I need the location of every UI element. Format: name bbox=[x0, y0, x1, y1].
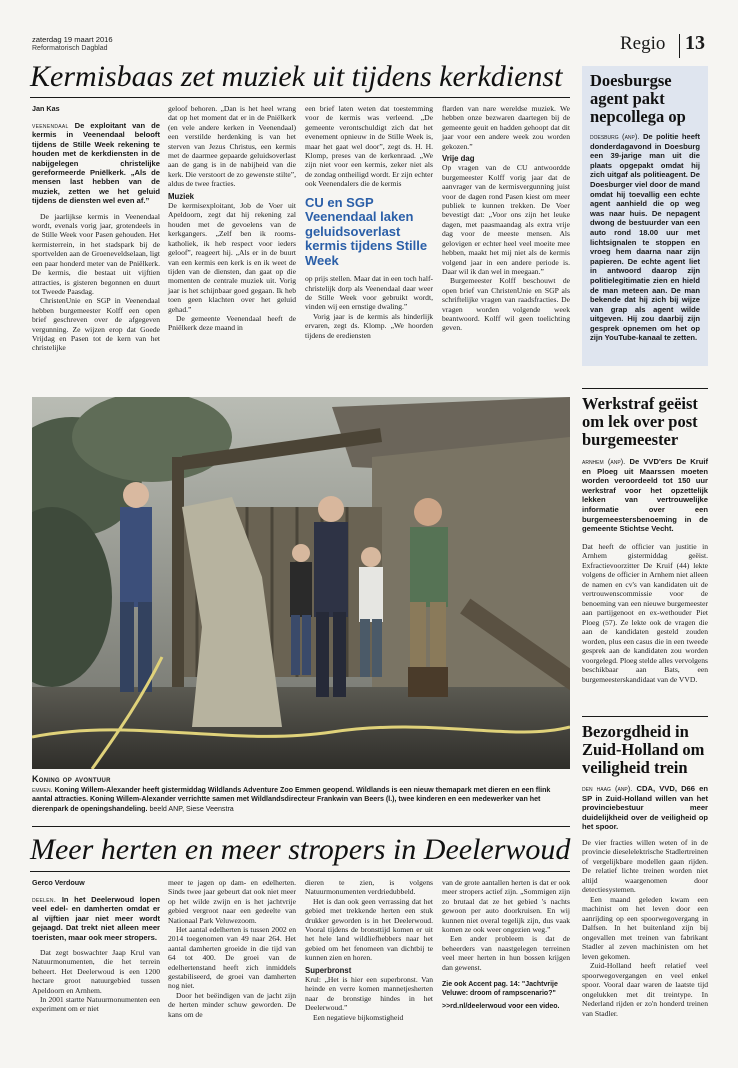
article1-subhead-muziek: Muziek bbox=[168, 191, 194, 201]
sidebar3 bbox=[582, 723, 708, 1018]
sidebar3-body-p3: Zuid-Holland heeft relatief veel spoorwegovergangen en veel enkel spoor. Vooral daar waren de laatste tijd ongelukken met dit treintype. In Nederland rijden er zo'n honderd treinen van Stadler. bbox=[582, 961, 708, 1018]
article2-col3-p3: Krul: „Het is hier een superbronst. Van heinde en verre komen mannetjesherten naar de bronstige hindes in het Deelerwoud.” bbox=[305, 975, 433, 1013]
article2-col4-p1: van de grote aantallen herten is dat er ook meer stropers actief zijn. „Sommigen zijn zo brutaal dat ze het gebied 's nachts gewoon per auto doorkruisen. En wij kunnen niet overal tegelijk zijn, dus vaak komen ze ook weer ongezien weg.” bbox=[442, 878, 570, 935]
article2-col1-p1: Dat zegt boswachter Jaap Krul van Natuurmonumenten, die het terrein beheert. Het Deelerwoud is een 1200 hectare groot natuurgebied tussen Apeldoorn en Arnhem. bbox=[32, 948, 160, 995]
article2-col2-p3: Door het beëindigen van de jacht zijn de herten minder schuw geworden. De kans om de bbox=[168, 990, 296, 1019]
photo-caption-text: Koning Willem-Alexander heeft gistermiddag Wildlands Adventure Zoo Emmen geopend. Wildlands is een nieuw themapark met dieren en een flink aantal attracties. Koning Willem-Alexander verrichtte samen met Wildlandsdirecteur Frankwin van Beers (l.), twee kinderen en een medewerker van het dierenpark de openingshandeling. bbox=[32, 786, 551, 813]
article2-col3-p1: dieren te zien, is volgens Natuurmonumenten verdriedubbeld. bbox=[305, 878, 433, 897]
masthead-date: zaterdag 19 maart 2016 bbox=[32, 35, 113, 44]
article2-col4-p2: Een ander probleem is dat de beheerders van naastgelegen terreinen veel meer herten in hun bossen krijgen dan gewenst. bbox=[442, 934, 570, 972]
sidebar2-top-rule bbox=[582, 388, 708, 389]
sidebar2-lead-text: De VVD'ers De Kruif en Ploeg uit Maarssen moeten worden veroordeeld tot 150 uur werkstraf voor het opzettelijk lekken van vertrouwelijke informatie over een burgemeestersbenoeming in de gemeente Stichtse Vecht. bbox=[582, 457, 708, 534]
article1-col4 bbox=[442, 104, 570, 333]
article1-divider bbox=[30, 97, 570, 98]
sidebar2-body bbox=[582, 542, 708, 685]
article2-col3-p2: Het is dan ook geen verrassing dat het gebied met trekkende herten een stuk drukker geworden is in het Deelerwoud. Vooral tijdens de bronsttijd komen er uit het hele land wildliefhebbers naar het gebied om het fenomeen van dichtbij te kunnen zien en horen. bbox=[305, 896, 433, 963]
photo-caption-place: emmen. bbox=[32, 786, 53, 794]
article1-col3-p1: een brief laten weten dat toestemming voor de kermis was verleend. „De gemeente verontschuldigt zich dat het evenement opnieuw in de Stille Week is, maar het gaat wel door”, zegt ds. H. H. Klomp, preses van de kerkenraad. „We zijn niet voor een kermis, zeker niet als de zondag ontheiligd wordt. Er zijn echter ook Veenendalers die de kermis bbox=[305, 104, 433, 189]
article2-lead bbox=[32, 895, 160, 942]
article2-col2-p1: meer te jagen op dam- en edelherten. Sinds twee jaar gebeurt dat ook niet meer op het wilde zwijn en is het jachtvrije gebied vergroot naar een gedeelte van Nationaal Park Veluwezoom. bbox=[168, 878, 296, 925]
photo-caption-title: Koning op avontuur bbox=[32, 774, 111, 784]
article2-subhead-superbronst: Superbronst bbox=[305, 965, 352, 975]
pull-quote: CU en SGP Veenendaal laken geluidsoverlast kermis tijdens Stille Week bbox=[305, 194, 428, 268]
article2-col1 bbox=[32, 895, 160, 1014]
photo-illustration bbox=[32, 397, 570, 769]
article2-lead-place: deelen. bbox=[32, 895, 57, 904]
article2-divider bbox=[30, 871, 570, 872]
sidebar3-lead-text: CDA, VVD, D66 en SP in Zuid-Holland willen van het provinciebestuur meer duidelijkheid over de veiligheid op het spoor. bbox=[582, 784, 708, 832]
article1-lead-text: De exploitant van de kermis in Veenendaal belooft tijdens de Stille Week rekening te houden met de kerkdiensten in de nabijgelegen christelijke gereformeerde Pniëlkerk. „Als de mensen last hebben van de muziek, zetten we het geluid tijdens de diensten wel even af.” bbox=[32, 121, 160, 206]
sidebar1-box bbox=[582, 66, 708, 366]
article1-col1-p1: De jaarlijkse kermis in Veenendaal wordt, evenals vorig jaar, grotendeels in de Stille Week voor Pasen gehouden. Het kermisterrein, in het stadspark bij de sportvelden aan de Groeneveldselaan, ligt een paar honderd meter van de Pniëlkerk. De kermis, die bestaat uit vijftien attracties, is gisteren begonnen en duurt tot Tweede Paasdag. bbox=[32, 211, 160, 296]
photo-credit: beeld ANP, Siese Veenstra bbox=[149, 804, 234, 813]
sidebar1-lead-place: doesburg (anp). bbox=[590, 132, 640, 141]
section-name: Regio bbox=[620, 33, 666, 54]
article1-lead bbox=[32, 121, 160, 206]
sidebar2-lead-place: arnhem (anp). bbox=[582, 457, 626, 466]
article2-headline: Meer herten en meer stropers in Deelerwoud bbox=[30, 833, 571, 866]
sidebar3-headline: Bezorgdheid in Zuid-Holland om veiligheid trein bbox=[582, 722, 705, 777]
article1-headline: Kermisbaas zet muziek uit tijdens kerkdienst bbox=[30, 60, 563, 93]
article2-col3-p4: Een negatieve bijkomstigheid bbox=[313, 1012, 404, 1022]
sidebar2-headline: Werkstraf geëist om lek over post burgemeester bbox=[582, 394, 698, 449]
article2-col2-p2: Het aantal edelherten is tussen 2002 en 2014 toegenomen van 49 naar 264. Het aantal damherten groeide in die tijd van 64 tot 400. De groei van de edelhertenstand heeft zich inmiddels gestabiliseerd, de groei van damherten nog niet. bbox=[168, 925, 296, 991]
sidebar3-lead bbox=[582, 784, 708, 832]
article2-reference-video[interactable]: >>rd.nl/deelerwoud voor een video. bbox=[442, 1003, 560, 1011]
article2-lead-text: In het Deelerwoud lopen veel edel- en damherten omdat er al vijftien jaar niet meer wordt gejaagd. Dat trekt niet alleen meer toeristen, maar ook meer stropers. bbox=[32, 895, 160, 942]
sidebar2-body-p1: Dat heeft de officier van justitie in Arnhem gistermiddag geëist. Exfractievoorzitter De Kruif (44) lekte volgens de officier in Arnhem niet alleen de namen en cv's van kandidaten uit de vertrouwenscommissie voor de benoeming van een nieuwe burgemeester aan partijgenoot en ex-wethouder Piet Ploeg (57). Ze lekte ook de vragen die aan de kandidaten gesteld zouden worden, plus een casus die in een tweede gesprek aan de kandidaten zou worden voorgelegd. Ploeg stelde alles vervolgens beschikbaar aan Bats, een burgemeesterskandidaat van de VVD. bbox=[582, 541, 708, 684]
article1-col1 bbox=[32, 121, 160, 353]
sidebar3-body-p1: De vier fracties willen weten of in de provincie dieselelektrische Stadlertreinen of vergelijkbare modellen gaan rijden. De relatief lichte treinen worden niet altijd waargenomen door detectiesystemen. bbox=[582, 837, 708, 895]
article1-col4-p3: Burgemeester Kolff beschouwt de open brief van ChristenUnie en SGP als schriftelijke vragen van raadsfracties. De vragen worden volgende week beantwoord. Kolff wil geen toelichting geven. bbox=[442, 276, 570, 333]
article2-col4 bbox=[442, 878, 570, 1011]
sidebar3-top-rule bbox=[582, 716, 708, 717]
article2-col1-p2: In 2001 startte Natuurmonumenten een experiment om er niet bbox=[32, 995, 160, 1014]
sidebar2-lead bbox=[582, 457, 708, 534]
article2-reference-accent: Zie ook Accent pag. 14: "Jachtvrije Veluwe: droom of rampscenario?" bbox=[442, 981, 558, 998]
sidebar3-body bbox=[582, 838, 708, 1019]
page-number: 13 bbox=[685, 32, 705, 54]
article1-col3-p2: op prijs stellen. Maar dat in een toch half-christelijk dorp als Veenendaal daar weer de Stille Week voor gebruikt wordt, vinden wij een ernstige dwaling.” bbox=[305, 274, 433, 312]
article1-col4-p1: flarden van nare wereldse muziek. We hebben onze bezwaren daartegen bij de gemeente geuit en hadden gehoopt dat dit jaar voor een andere week zou worden gekozen.” bbox=[442, 104, 570, 151]
article1-col1-p2: ChristenUnie en SGP in Veenendaal hebben burgemeester Kolff een open brief geschreven over de afgegeven vergunning. Ze wijzen erop dat Goede Vrijdag en Pasen tot de kern van het christelijke bbox=[32, 296, 160, 353]
sidebar2 bbox=[582, 395, 708, 684]
sidebar1-lead-text: De politie heeft donderdagavond in Doesburg een 39-jarige man uit die plaats opgepakt omdat hij zich uitgaf als politieagent. De Doesburger viel door de mand omdat hij toevallig een echte agent aanhield die op weg was naar huis. De nepagent dwong de bestuurder van een auto rond 18.00 uur met lichtsignalen te stoppen en vroeg hem daarna naar zijn papieren. De echte agent liet in antwoord daarop zijn politielegitimatie zien en hield de man meteen aan. De man bekende dat hij zich bij wijze van grap als agent wilde uitgeven. Hij zou daarbij zijn gesprek opnemen om het op zijn YouTube-kanaal te zetten. bbox=[590, 132, 700, 343]
section-divider bbox=[679, 34, 680, 58]
photo-king-opening bbox=[32, 397, 570, 769]
article2-col3 bbox=[305, 878, 433, 1022]
article1-col3-p3: Vorig jaar is de kermis als hinderlijk ervaren, zegt ds. Klomp. „We hoorden tijdens de erediensten bbox=[305, 311, 433, 340]
photo-caption bbox=[32, 786, 570, 814]
article1-byline: Jan Kas bbox=[32, 104, 60, 113]
sidebar3-lead-place: den haag (anp). bbox=[582, 784, 633, 793]
caption-divider bbox=[32, 826, 570, 827]
article2-byline: Gerco Verdouw bbox=[32, 878, 85, 887]
sidebar1-lead bbox=[590, 132, 700, 343]
article1-col2 bbox=[168, 104, 296, 333]
article1-col2-p3: De gemeente Veenendaal heeft de Pniëlkerk deze maand in bbox=[168, 313, 296, 333]
sidebar3-body-p2: Een maand geleden kwam een machinist om het leven door een aanrijding op een spoorwegovergang in Dalfsen. In het buitenland zijn bij ongevallen met treinen van fabrikant Stadler al zeven machinisten om het leven gekomen. bbox=[582, 894, 708, 961]
article1-col4-p2: Op vragen van de CU antwoordde burgemeester Kolff vorig jaar dat de aanvrager van de kermisvergunning juist voor de dagen rond Pasen kiest om meer publiek te kunnen trekken. De Voer bevestigt dat: „Voor ons zijn het leuke dagen, met paasmaandag als extra vrije dag voor de meeste mensen. Als gelovigen er echter heel veel moeite mee hebben, maakt het mij niet als de kermis volgend jaar in een andere periode is. Daar wil ik dan wel in meegaan.” bbox=[442, 163, 570, 276]
article1-col2-p2: De kermisexploitant, Job de Voer uit Apeldoorn, zegt dat hij rekening zal houden met de gevoelens van de kerkgangers. „Zelf ben ik rooms-katholiek, ik heb respect voor ieders geloof”, reageert hij. „Als er in de buurt van een kermis een kerk is en ik weet de tijden van de diensten, dan gaat op die momenten de centrale muziek uit. Vorig jaar is het schijnbaar goed gegaan. Ik heb toen geen klachten over het geluid gehad.” bbox=[168, 201, 296, 314]
article1-col3 bbox=[305, 104, 433, 340]
article1-lead-place: veenendaal bbox=[32, 121, 69, 130]
sidebar1-headline: Doesburgse agent pakt nepcollega op bbox=[590, 71, 686, 126]
article1-subhead-vrije-dag: Vrije dag bbox=[442, 154, 475, 164]
article1-col2-p1: geloof behoren. „Dan is het heel wrang dat op het moment dat er in de Pniëlkerk (en vele andere kerken in Veenendaal) een verstilde herdenking is van het sterven van Jezus Christus, een kermis met de daarmee gepaarde geluidsoverlast aan de gang is in de nabijheid van die kerk. Die verstoort de zo gewenste stilte”, aldus de twee fracties. bbox=[168, 104, 296, 189]
masthead-paper: Reformatorisch Dagblad bbox=[32, 45, 108, 52]
article2-col2 bbox=[168, 878, 296, 1019]
